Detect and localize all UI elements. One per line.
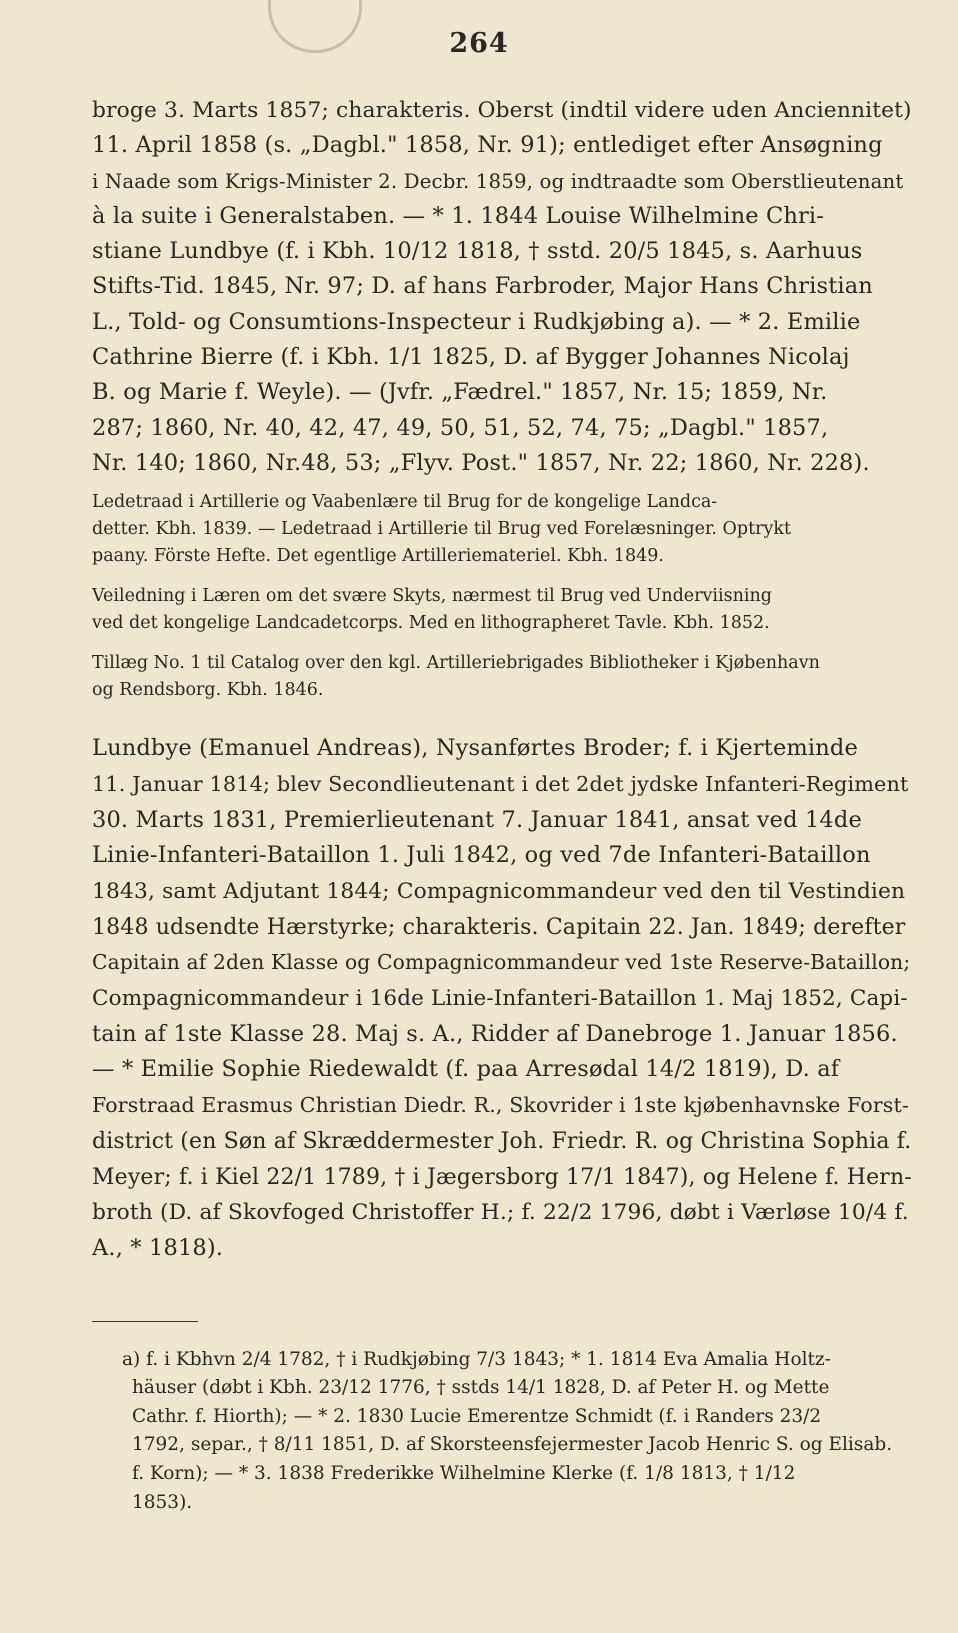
text-line: 11. Januar 1814; blev Secondlieutenant i det 2det jydske Infanteri-Regiment	[92, 771, 909, 796]
text-line: à la suite i Generalstaben. — * 1. 1844 Louise Wilhelmine Chri-	[92, 202, 824, 229]
text-line: Ledetraad i Artillerie og Vaabenlære til Brug for de kongelige Landca-	[92, 492, 718, 513]
text-line: 11. April 1858 (s. „Dagbl." 1858, Nr. 91); entlediget efter Ansøgning	[92, 132, 883, 159]
text-line: broge 3. Marts 1857; charakteris. Oberst (indtil videre uden Anciennitet)	[92, 98, 912, 123]
footnote-line: häuser (døbt i Kbh. 23/12 1776, † sstds 14/1 1828, D. af Peter H. og Mette	[132, 1377, 830, 1399]
text-line: Compagnicommandeur i 16de Linie-Infanteri-Bataillon 1. Maj 1852, Capi-	[92, 986, 908, 1012]
text-line: ved det kongelige Landcadetcorps. Med en lithographeret Tavle. Kbh. 1852.	[92, 613, 770, 634]
bibliography-item	[92, 489, 912, 570]
text-line: Forstraad Erasmus Christian Diedr. R., Skovrider i 1ste kjøbenhavnske Forst-	[92, 1093, 909, 1118]
page-body	[92, 93, 912, 1517]
text-line: Cathrine Bierre (f. i Kbh. 1/1 1825, D. af Bygger Johannes Nicolaj	[92, 344, 850, 371]
text-line: 1843, samt Adjutant 1844; Compagnicommandeur ved den til Vestindien	[92, 879, 906, 905]
text-line: Lundbye (Emanuel Andreas), Nysanførtes Broder; f. i Kjerteminde	[92, 735, 858, 762]
text-line: paany. Förste Hefte. Det egentlige Artilleriemateriel. Kbh. 1849.	[92, 546, 664, 567]
text-line: tain af 1ste Klasse 28. Maj s. A., Ridder af Danebroge 1. Januar 1856.	[92, 1020, 898, 1047]
text-line: 1848 udsendte Hærstyrke; charakteris. Capitain 22. Jan. 1849; derefter	[92, 914, 906, 940]
text-line: detter. Kbh. 1839. — Ledetraad i Artillerie til Brug ved Forelæsninger. Optrykt	[92, 519, 792, 540]
bibliography-item	[92, 650, 912, 704]
text-line: Meyer; f. i Kiel 22/1 1789, † i Jægersborg 17/1 1847), og Helene f. Hern-	[92, 1164, 912, 1190]
footnote-line: a) f. i Kbhvn 2/4 1782, † i Rudkjøbing 7/3 1843; * 1. 1814 Eva Amalia Holtz-	[122, 1348, 831, 1370]
text-line: L., Told- og Consumtions-Inspecteur i Rudkjøbing a). — * 2. Emilie	[92, 308, 861, 335]
text-line: Linie-Infanteri-Bataillon 1. Juli 1842, og ved 7de Infanteri-Bataillon	[92, 842, 871, 869]
text-line: i Naade som Krigs-Minister 2. Decbr. 1859, og indtraadte som Oberstlieutenant	[92, 169, 904, 193]
text-line: og Rendsborg. Kbh. 1846.	[92, 680, 324, 701]
text-line: district (en Søn af Skræddermester Joh. Friedr. R. og Christina Sophia f.	[92, 1128, 912, 1154]
footnote-line: Cathr. f. Hiorth); — * 2. 1830 Lucie Emerentze Schmidt (f. i Randers 23/2	[132, 1405, 822, 1427]
entry-lundbye-emanuel-andreas	[92, 731, 912, 1266]
text-line: 287; 1860, Nr. 40, 42, 47, 49, 50, 51, 52, 74, 75; „Dagbl." 1857,	[92, 414, 829, 441]
footnote-line: 1853).	[132, 1491, 193, 1513]
text-line: 30. Marts 1831, Premierlieutenant 7. Januar 1841, ansat ved 14de	[92, 806, 862, 833]
footnote-rule	[92, 1321, 198, 1322]
text-line: A., * 1818).	[92, 1234, 224, 1261]
entry-continuation	[92, 93, 912, 481]
text-line: B. og Marie f. Weyle). — (Jvfr. „Fædrel." 1857, Nr. 15; 1859, Nr.	[92, 379, 828, 406]
text-line: Tillæg No. 1 til Catalog over den kgl. Artilleriebrigades Bibliotheker i Kjøbenhavn	[92, 653, 820, 674]
text-line: Nr. 140; 1860, Nr.48, 53; „Flyv. Post." 1857, Nr. 22; 1860, Nr. 228).	[92, 449, 870, 476]
text-line: Veiledning i Læren om det svære Skyts, nærmest til Brug ved Underviisning	[92, 586, 772, 607]
text-line: broth (D. af Skovfoged Christoffer H.; f. 22/2 1796, døbt i Værløse 10/4 f.	[92, 1200, 909, 1226]
text-line: Stifts-Tid. 1845, Nr. 97; D. af hans Farbroder, Major Hans Christian	[92, 273, 873, 300]
bibliography-item	[92, 583, 912, 637]
footnote-line: 1792, separ., † 8/11 1851, D. af Skorsteensfejermester Jacob Henric S. og Elisab.	[132, 1434, 893, 1456]
footnote-line: f. Korn); — * 3. 1838 Frederikke Wilhelmine Klerke (f. 1/8 1813, † 1/12	[132, 1462, 796, 1484]
footnote-a	[92, 1346, 912, 1518]
page-number: 264	[449, 28, 509, 59]
text-line: stiane Lundbye (f. i Kbh. 10/12 1818, † sstd. 20/5 1845, s. Aarhuus	[92, 238, 863, 265]
text-line: Capitain af 2den Klasse og Compagnicommandeur ved 1ste Reserve-Bataillon;	[92, 950, 911, 975]
text-line: — * Emilie Sophie Riedewaldt (f. paa Arresødal 14/2 1819), D. af	[92, 1056, 840, 1083]
